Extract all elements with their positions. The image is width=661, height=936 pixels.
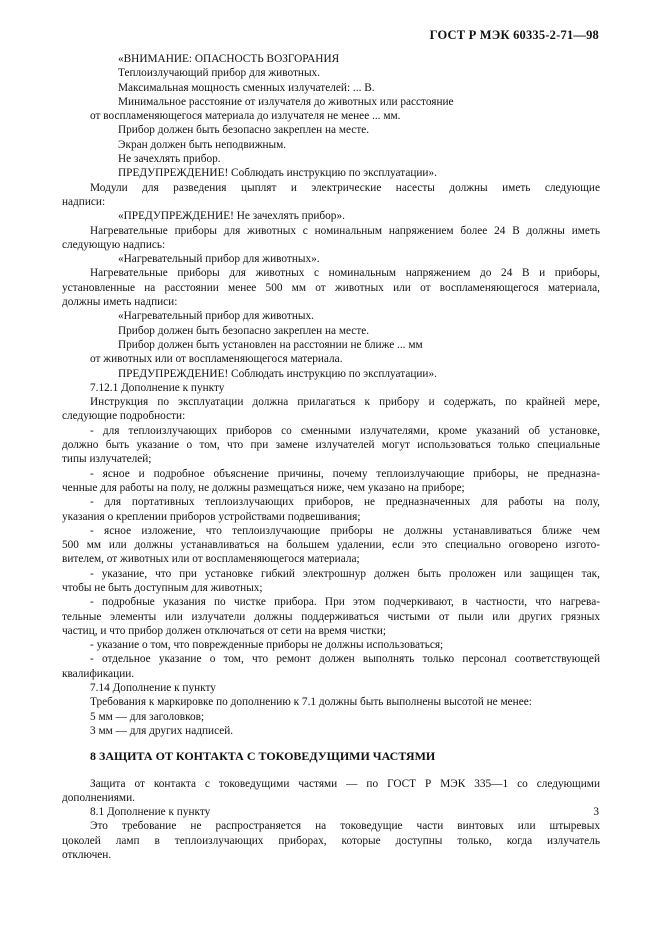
text-line: 3 мм — для других надписей. xyxy=(90,724,234,737)
clause-heading: 7.12.1 Дополнение к пункту xyxy=(90,381,225,394)
text-line: Максимальная мощность сменных излучателей: ... В. xyxy=(118,81,375,94)
text-line: надписи: xyxy=(62,195,106,208)
text-line: установленные на расстоянии менее 500 мм от животных или от воспламеняющегося материала, xyxy=(62,281,600,294)
clause-heading: 7.14 Дополнение к пункту xyxy=(90,682,216,695)
text-line: «ПРЕДУПРЕЖДЕНИЕ! Не зачехлять прибор». xyxy=(118,210,345,223)
text-line: - подробные указания по чистке прибора. При этом подчеркивают, в частности, что нагрева- xyxy=(90,596,600,609)
section-title: 8 ЗАЩИТА ОТ КОНТАКТА С ТОКОВЕДУЩИМИ ЧАСТЯМИ xyxy=(90,749,436,764)
page-number: 3 xyxy=(593,806,599,818)
text-line: отключен. xyxy=(62,849,112,862)
text-line: Экран должен быть неподвижным. xyxy=(118,138,287,151)
text-line: Прибор должен быть безопасно закреплен на месте. xyxy=(118,324,370,337)
text-line: «Нагревательный прибор для животных». xyxy=(118,253,320,266)
text-line: Не зачехлять прибор. xyxy=(118,153,221,166)
text-line: следующую надпись: xyxy=(62,238,166,251)
text-line: - указание о том, что поврежденные приборы не должны использоваться; xyxy=(90,639,444,652)
text-line: - отдельное указание о том, что ремонт должен выполнять только персонал соответствующей xyxy=(90,653,600,666)
text-line: ПРЕДУПРЕЖДЕНИЕ! Соблюдать инструкцию по эксплуатации». xyxy=(118,167,437,180)
document-header: ГОСТ Р МЭК 60335-2-71—98 xyxy=(429,28,599,42)
text-line: ченные для работы на полу, не должны размещаться ниже, чем указано на приборе; xyxy=(62,481,465,494)
text-line: Инструкция по эксплуатации должна прилагаться к прибору и содержать, по крайней мере, xyxy=(90,396,600,409)
text-line: Нагревательные приборы для животных с номинальным напряжением более 24 В должны иметь xyxy=(90,224,600,237)
text-line: «Нагревательный прибор для животных. xyxy=(118,310,314,323)
text-line: - для теплоизлучающих приборов со сменными излучателями, кроме указаний об установке, xyxy=(90,424,600,437)
text-line: типы излучателей; xyxy=(62,453,152,466)
text-line: должны иметь надписи: xyxy=(62,296,178,309)
text-line: Требования к маркировке по дополнению к 7.1 должны быть выполнены высотой не менее: xyxy=(90,696,532,709)
document-body xyxy=(62,52,600,862)
text-line: дополнениями. xyxy=(62,791,135,804)
text-line: частиц, и что прибор должен отключаться от сети на время чистки; xyxy=(62,624,386,637)
text-line: 500 мм или должны устанавливаться на большем удалении, если это специально оговорено изгото- xyxy=(62,539,600,552)
text-line: - для портативных теплоизлучающих приборов, не предназначенных для работы на полу, xyxy=(90,496,600,509)
text-line: от воспламеняющегося материала до излучателя не менее ... мм. xyxy=(90,110,401,123)
text-line: чтобы не быть доступным для животных; xyxy=(62,581,263,594)
text-line: следующие подробности: xyxy=(62,410,186,423)
text-line: Модули для разведения цыплят и электрические насесты должны иметь следующие xyxy=(90,181,600,194)
text-line: Прибор должен быть установлен на расстоянии не ближе ... мм xyxy=(118,338,423,351)
text-line: ПРЕДУПРЕЖДЕНИЕ! Соблюдать инструкцию по эксплуатации». xyxy=(118,367,437,380)
text-line: - ясное изложение, что теплоизлучающие приборы не должны устанавливаться ближе чем xyxy=(90,524,600,537)
text-line: тельные элементы или излучатели должны поддерживаться чистыми от пыли или других грязных xyxy=(62,610,600,623)
text-line: вителем, от животных или от воспламеняющегося материала; xyxy=(62,553,360,566)
text-line: Защита от контакта с токоведущими частями — по ГОСТ Р МЭК 335—1 со следующими xyxy=(90,777,600,790)
text-line: квалификации. xyxy=(62,667,135,680)
text-line: от животных или от воспламеняющегося материала. xyxy=(90,353,343,366)
text-line: должно быть указание о том, что при замене излучателей могут использоваться только специальные xyxy=(62,439,600,452)
text-line: Теплоизлучающий прибор для животных. xyxy=(118,67,321,80)
text-line: указания о креплении приборов устройствами подвешивания; xyxy=(62,510,361,523)
text-line: Прибор должен быть безопасно закреплен на месте. xyxy=(118,124,370,137)
text-line: Это требование не распространяется на токоведущие части винтовых или штыревых xyxy=(90,820,600,833)
clause-heading: 8.1 Дополнение к пункту xyxy=(90,806,211,819)
text-line: цоколей ламп в теплоизлучающих приборах, которые доступны только, когда излучатель xyxy=(62,834,600,847)
text-line: «ВНИМАНИЕ: ОПАСНОСТЬ ВОЗГОРАНИЯ xyxy=(118,53,340,65)
text-line: Минимальное расстояние от излучателя до животных или расстояние xyxy=(118,95,454,108)
text-line: - ясное и подробное объяснение причины, почему теплоизлучающие приборы, не предназна- xyxy=(90,467,600,480)
text-line: Нагревательные приборы для животных с номинальным напряжением до 24 В и приборы, xyxy=(90,267,600,280)
text-line: 5 мм — для заголовков; xyxy=(90,710,205,723)
text-line: - указание, что при установке гибкий электрошнур должен быть проложен или защищен так, xyxy=(90,567,600,580)
